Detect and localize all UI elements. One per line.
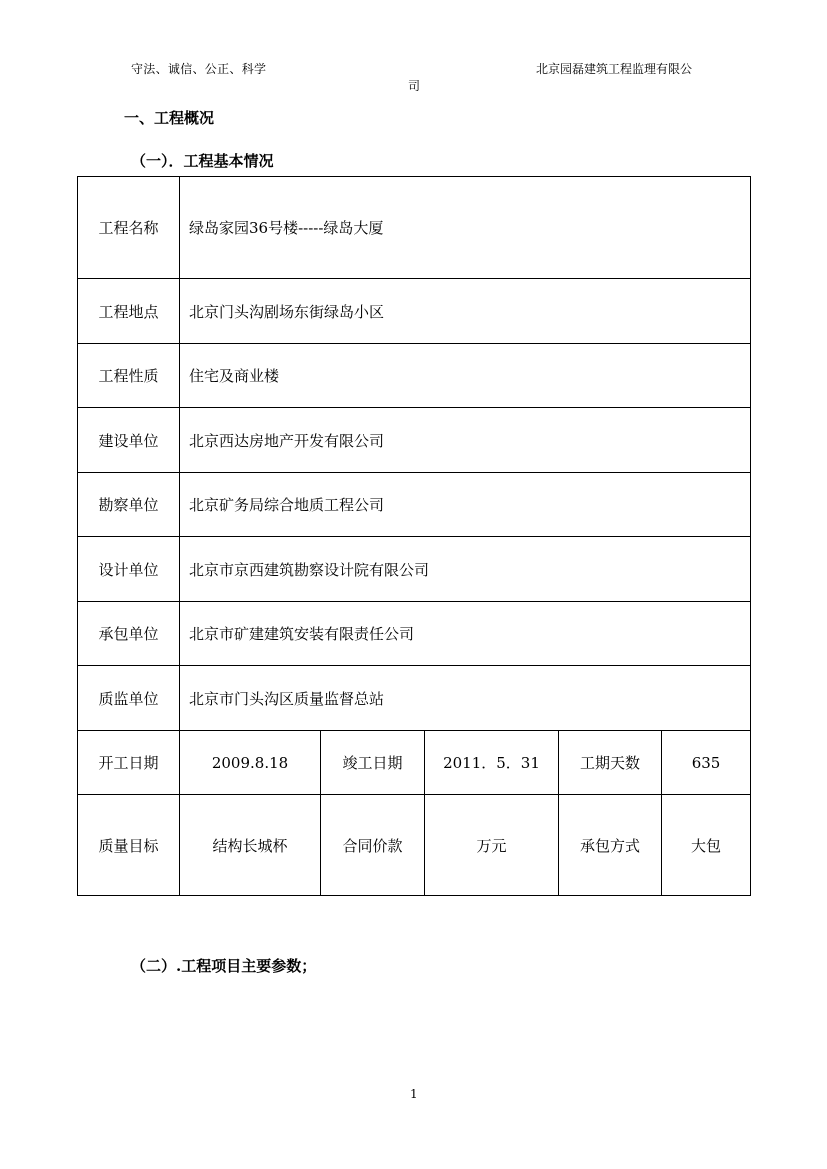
project-info-table	[77, 176, 751, 896]
row-value: 北京市京西建筑勘察设计院有限公司	[180, 537, 751, 602]
header-motto: 守法、诚信、公正、科学	[131, 62, 267, 76]
row-label: 工程性质	[78, 344, 180, 408]
contract-price-label: 合同价款	[321, 795, 425, 896]
row-label: 勘察单位	[78, 473, 180, 537]
table-row	[78, 602, 751, 666]
row-value: 北京市门头沟区质量监督总站	[180, 666, 751, 731]
duration-value: 635	[662, 731, 751, 795]
section-title: 一、工程概况	[124, 109, 215, 127]
table-row-quality	[78, 795, 751, 896]
table-row-dates	[78, 731, 751, 795]
table-row	[78, 344, 751, 408]
quality-target-label: 质量目标	[78, 795, 180, 896]
start-date-value: 2009.8.18	[180, 731, 321, 795]
contract-price-value: 万元	[425, 795, 559, 896]
row-value: 住宅及商业楼	[180, 344, 751, 408]
table-row	[78, 473, 751, 537]
duration-label: 工期天数	[559, 731, 662, 795]
table-row	[78, 537, 751, 602]
row-label: 工程地点	[78, 279, 180, 344]
end-date-value: 2011．5．31	[425, 731, 559, 795]
subsection-title-basic-info: （一）．工程基本情况	[131, 152, 274, 170]
start-date-label: 开工日期	[78, 731, 180, 795]
table-row	[78, 279, 751, 344]
subsection-title-main-params: （二）.工程项目主要参数；	[131, 957, 317, 975]
row-value: 北京矿务局综合地质工程公司	[180, 473, 751, 537]
table-row	[78, 177, 751, 279]
row-label: 设计单位	[78, 537, 180, 602]
header-company: 北京园磊建筑工程监理有限公	[536, 62, 693, 76]
row-value: 北京市矿建建筑安装有限责任公司	[180, 602, 751, 666]
row-label: 质监单位	[78, 666, 180, 731]
row-value: 绿岛家园36号楼-----绿岛大厦	[180, 177, 751, 279]
row-value: 北京门头沟剧场东街绿岛小区	[180, 279, 751, 344]
quality-target-value: 结构长城杯	[180, 795, 321, 896]
page-number: 1	[410, 1087, 418, 1101]
row-label: 工程名称	[78, 177, 180, 279]
header-company-wrap: 司	[408, 79, 421, 93]
end-date-label: 竣工日期	[321, 731, 425, 795]
table-row	[78, 666, 751, 731]
row-label: 建设单位	[78, 408, 180, 473]
table-row	[78, 408, 751, 473]
row-value: 北京西达房地产开发有限公司	[180, 408, 751, 473]
row-label: 承包单位	[78, 602, 180, 666]
contract-method-value: 大包	[662, 795, 751, 896]
contract-method-label: 承包方式	[559, 795, 662, 896]
